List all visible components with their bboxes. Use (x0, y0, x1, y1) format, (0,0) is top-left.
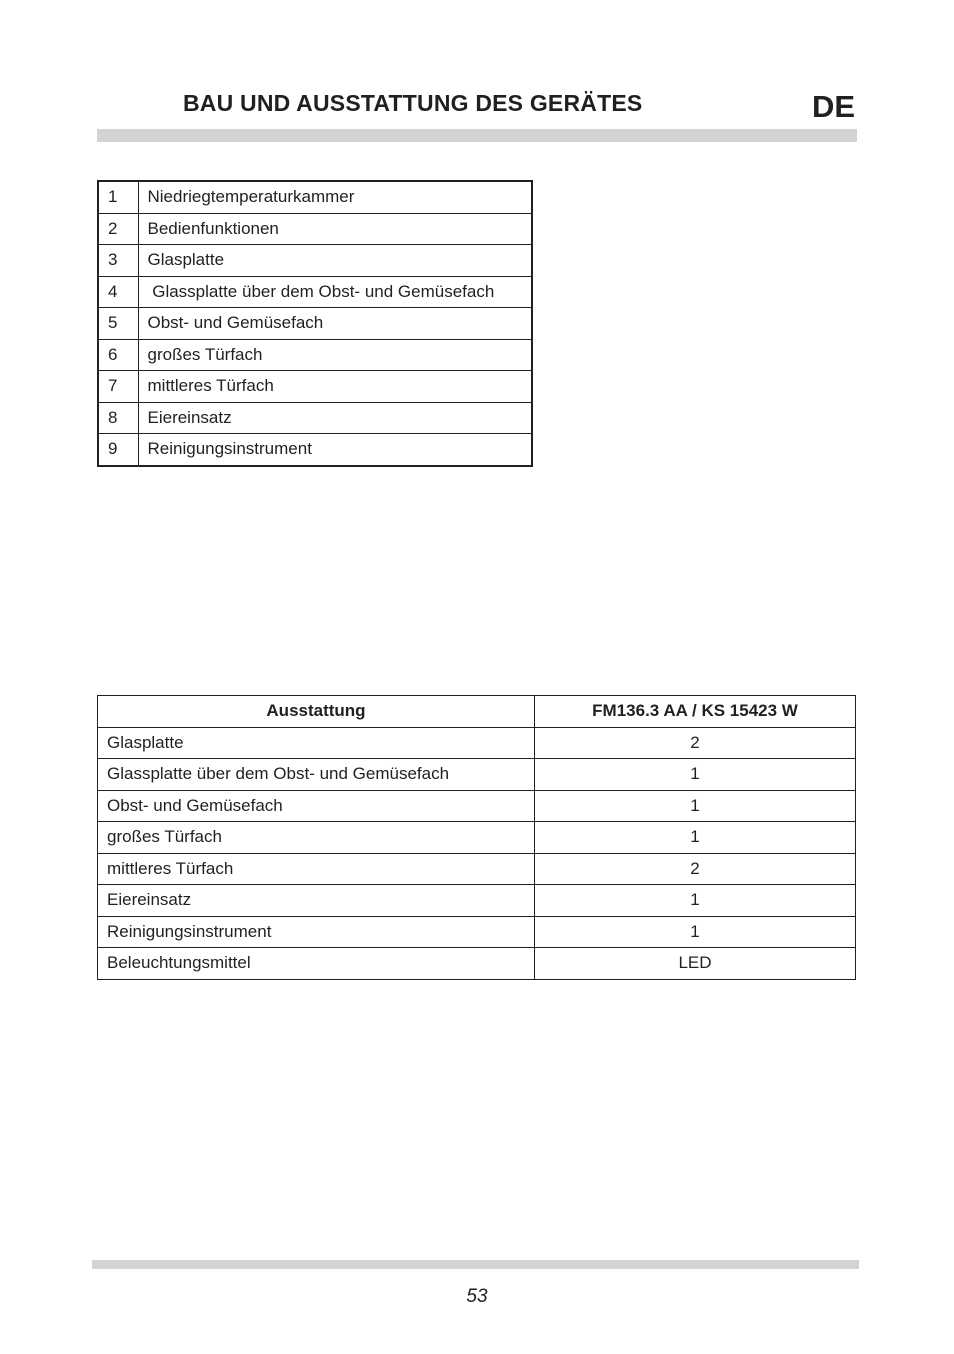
part-number: 6 (98, 339, 138, 371)
part-label: Eiereinsatz (138, 402, 532, 434)
part-label: Niedriegtemperaturkammer (138, 181, 532, 213)
table-row (98, 276, 532, 308)
part-number: 2 (98, 213, 138, 245)
table-row (98, 759, 856, 791)
part-label: mittleres Türfach (138, 371, 532, 403)
part-number: 3 (98, 245, 138, 277)
table-row (98, 245, 532, 277)
equipment-quantity: 1 (535, 822, 856, 854)
column-header-equipment: Ausstattung (98, 696, 535, 728)
table-row (98, 339, 532, 371)
equipment-name: Glassplatte über dem Obst- und Gemüsefach (98, 759, 535, 791)
table-row (98, 853, 856, 885)
table-row (98, 916, 856, 948)
part-label: Obst- und Gemüsefach (138, 308, 532, 340)
column-header-model: FM136.3 AA / KS 15423 W (535, 696, 856, 728)
equipment-name: mittleres Türfach (98, 853, 535, 885)
equipment-name: Reinigungsinstrument (98, 916, 535, 948)
part-label: Reinigungsinstrument (138, 434, 532, 466)
table-row (98, 371, 532, 403)
page-title: BAU UND AUSSTATTUNG DES GERÄTES (183, 90, 643, 116)
part-label: Bedienfunktionen (138, 213, 532, 245)
equipment-name: großes Türfach (98, 822, 535, 854)
equipment-name: Beleuchtungsmittel (98, 948, 535, 980)
equipment-table (97, 695, 856, 980)
equipment-name: Obst- und Gemüsefach (98, 790, 535, 822)
equipment-quantity: 1 (535, 759, 856, 791)
table-row (98, 790, 856, 822)
equipment-name: Eiereinsatz (98, 885, 535, 917)
part-label: großes Türfach (138, 339, 532, 371)
table-row (98, 308, 532, 340)
table-header-row (98, 696, 856, 728)
part-number: 1 (98, 181, 138, 213)
part-number: 8 (98, 402, 138, 434)
part-number: 5 (98, 308, 138, 340)
table-row (98, 885, 856, 917)
parts-table (97, 180, 533, 467)
equipment-quantity: 1 (535, 790, 856, 822)
header-rule (97, 129, 857, 142)
part-number: 4 (98, 276, 138, 308)
table-row (98, 822, 856, 854)
table-row (98, 434, 532, 466)
table-row (98, 181, 532, 213)
equipment-quantity: LED (535, 948, 856, 980)
part-label: Glassplatte über dem Obst- und Gemüsefach (138, 276, 532, 308)
table-row (98, 948, 856, 980)
equipment-quantity: 2 (535, 853, 856, 885)
footer-rule (92, 1260, 859, 1269)
equipment-name: Glasplatte (98, 727, 535, 759)
page-number: 53 (466, 1286, 488, 1307)
part-label: Glasplatte (138, 245, 532, 277)
table-row (98, 402, 532, 434)
language-code: DE (812, 89, 856, 124)
equipment-quantity: 1 (535, 885, 856, 917)
part-number: 7 (98, 371, 138, 403)
table-row (98, 727, 856, 759)
equipment-quantity: 2 (535, 727, 856, 759)
table-row (98, 213, 532, 245)
part-number: 9 (98, 434, 138, 466)
equipment-quantity: 1 (535, 916, 856, 948)
